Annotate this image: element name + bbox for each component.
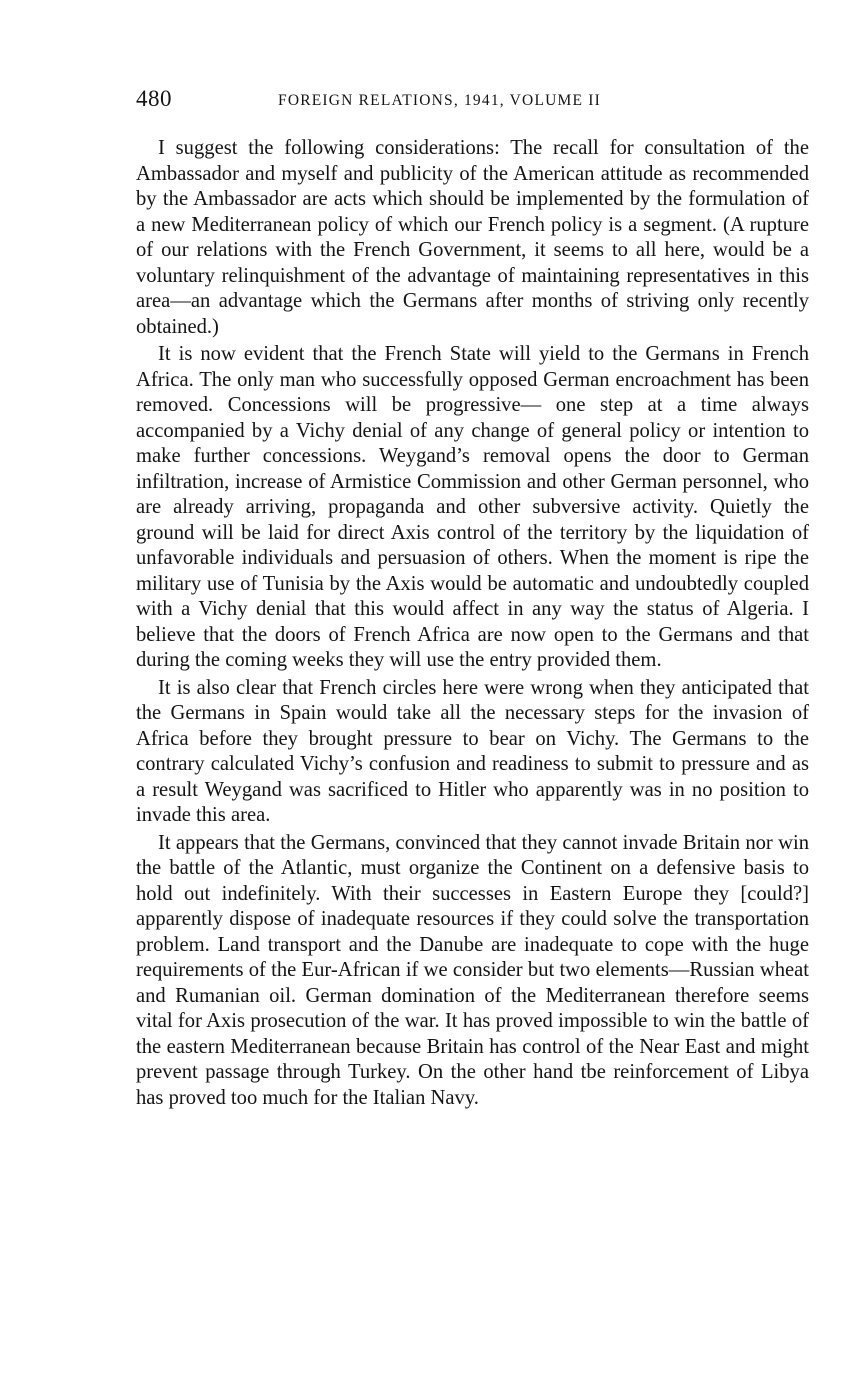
running-head: FOREIGN RELATIONS, 1941, VOLUME II — [278, 92, 601, 109]
paragraph-germans-strategy: It appears that the Germans, convinced that they cannot invade Britain nor win the battle of the Atlantic, must organize the Continent on a defensive basis to hold out indefinitely. With their successes in Eastern Europe they [could?] apparently dispose of inadequate resources if they could solve the transportation problem. Land transport and the Danube are inadequate to cope with the huge requirements of the Eur-African if we consider but two elements—Russian wheat and Rumanian oil. German domination of the Mediterranean therefore seems vital for Axis prosecution of the war. It has proved impossible to win the battle of the eastern Mediterranean because Britain has control of the Near East and might prevent passage through Turkey. On the other hand tbe reinforcement of Libya has proved too much for the Italian Navy. — [136, 831, 809, 1109]
page-number: 480 — [136, 86, 172, 111]
page-header — [136, 86, 808, 118]
paragraph-french-africa: It is now evident that the French State will yield to the Germans in French Africa. The only man who successfully opposed German encroachment has been removed. Concessions will be progressive— one step at a time always accompanied by a Vichy denial of any change of general policy or intention to make further concessions. Weygand’s removal opens the door to German infiltration, increase of Armistice Commission and other German personnel, who are already arriving, propaganda and other subversive activity. Quietly the ground will be laid for direct Axis control of the territory by the liquidation of unfavorable individuals and persuasion of others. When the moment is ripe the military use of Tunisia by the Axis would be automatic and undoubtedly coupled with a Vichy denial that this would affect in any way the status of Algeria. I believe that the doors of French Africa are now open to the Germans and that during the coming weeks they will use the entry provided them. — [136, 343, 809, 671]
paragraph-considerations: I suggest the following considerations: The recall for consultation of the Ambassador and myself and publicity of the American attitude as recommended by the Ambassador are acts which should be implemented by the formulation of a new Mediterranean policy of which our French policy is a segment. (A rupture of our relations with the French Government, it seems to all here, would be a voluntary relinquishment of the advantage of maintaining representatives in this area—an advantage which the Germans after months of striving only recently obtained.) — [136, 137, 809, 338]
paragraph-french-circles: It is also clear that French circles here were wrong when they anticipated that the Germans in Spain would take all the necessary steps for the invasion of Africa before they brought pressure to bear on Vichy. The Germans to the contrary calculated Vichy’s confusion and readiness to submit to pressure and as a result Weygand was sacrificed to Hitler who apparently was in no position to invade this area. — [136, 676, 809, 826]
body-text — [136, 136, 809, 1111]
